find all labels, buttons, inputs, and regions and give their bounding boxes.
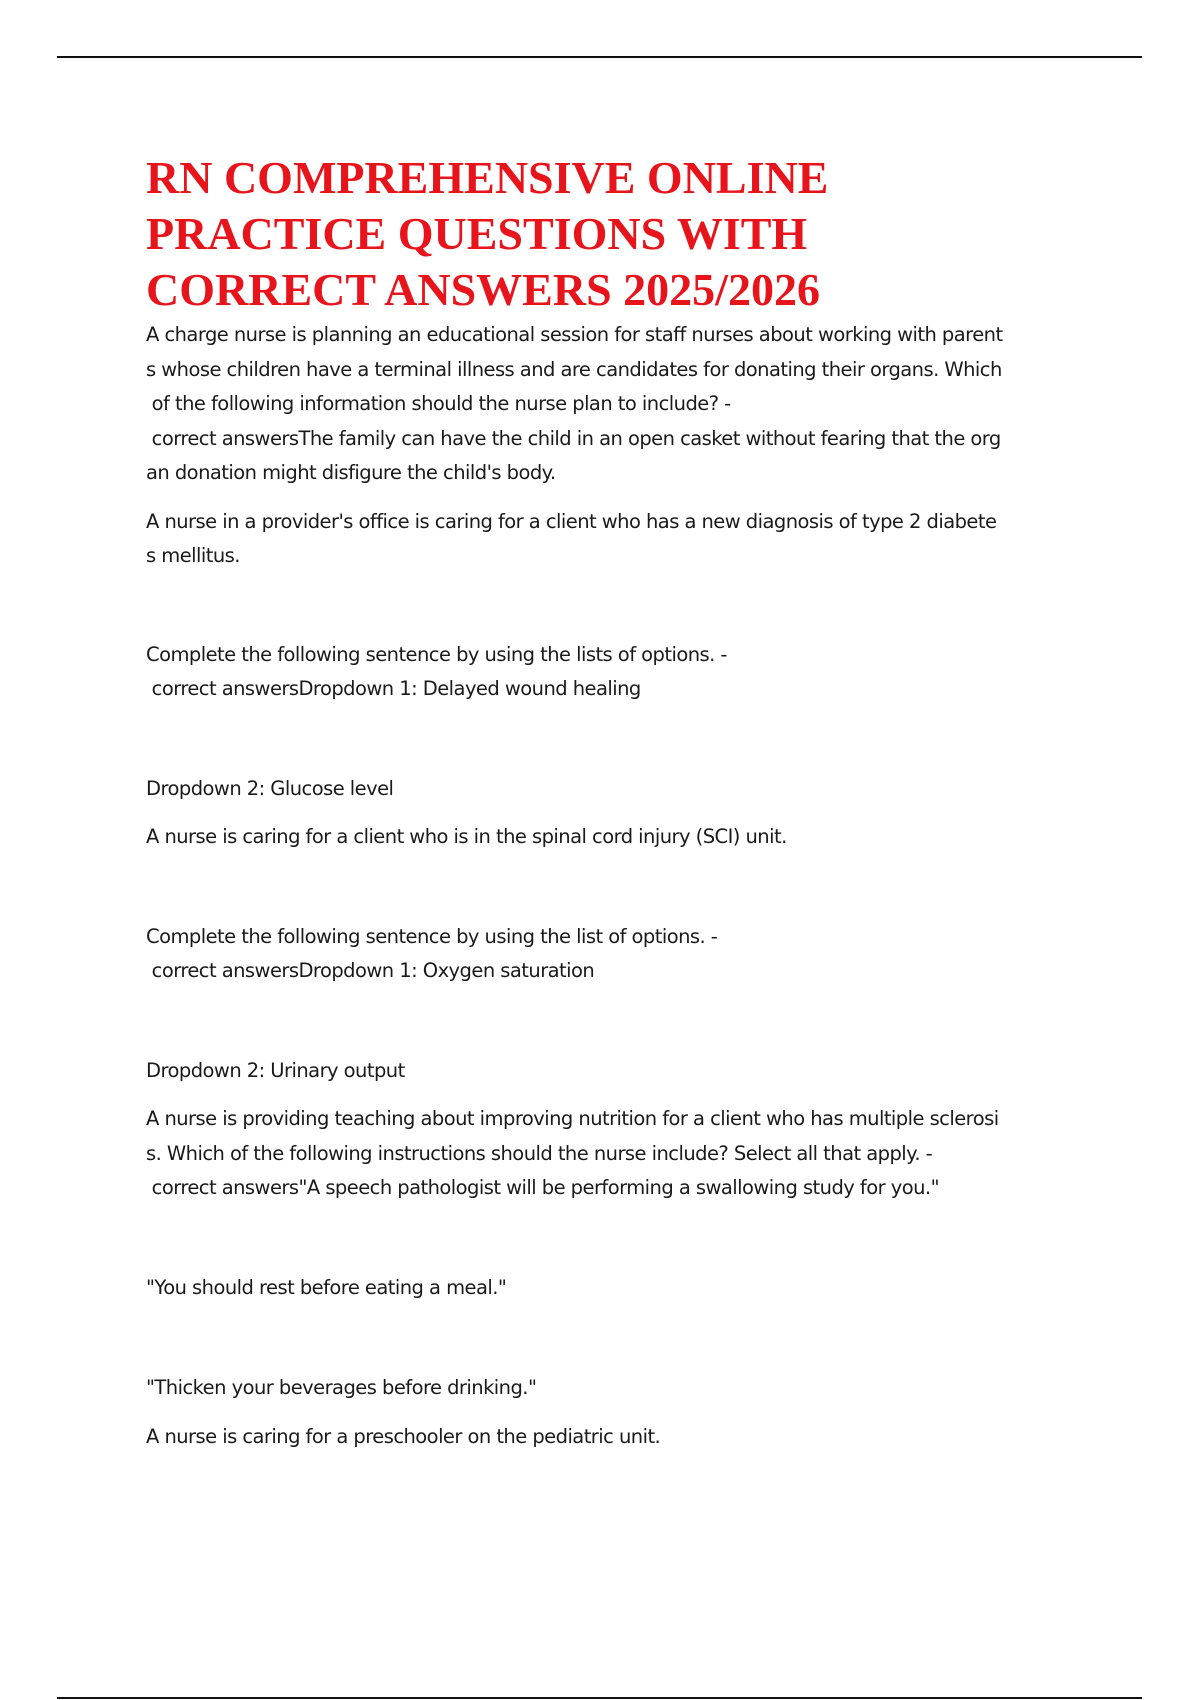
- text-line: correct answersThe family can have the child in an open casket without fearing that the org: [146, 426, 1001, 450]
- question-block: [146, 318, 1066, 491]
- question-block: [146, 1102, 1066, 1206]
- text-line: A nurse in a provider's office is caring for a client who has a new diagnosis of type 2 diabete: [146, 509, 997, 533]
- title-line: PRACTICE QUESTIONS WITH: [146, 208, 808, 259]
- answer-line: [146, 772, 1066, 807]
- answer-line: [146, 1371, 1066, 1406]
- text-line: s. Which of the following instructions should the nurse include? Select all that apply. -: [146, 1141, 933, 1165]
- text-line: A nurse is caring for a client who is in the spinal cord injury (SCI) unit.: [146, 825, 787, 848]
- question-block: [146, 920, 1066, 989]
- text-line: A nurse is caring for a preschooler on the pediatric unit.: [146, 1424, 661, 1448]
- title-line: CORRECT ANSWERS 2025/2026: [146, 264, 820, 315]
- text-line: correct answers"A speech pathologist will be performing a swallowing study for you.": [146, 1176, 939, 1199]
- question-block: [146, 505, 1066, 574]
- footer-rule: [57, 1697, 1142, 1699]
- text-line: A nurse is providing teaching about improving nutrition for a client who has multiple sclerosi: [146, 1107, 999, 1130]
- text-line: s whose children have a terminal illness and are candidates for donating their organs. Which: [146, 357, 1002, 381]
- text-line: Complete the following sentence by using the lists of options. -: [146, 642, 727, 666]
- text-line: of the following information should the nurse plan to include? -: [146, 392, 731, 415]
- text-line: A charge nurse is planning an educational session for staff nurses about working with parent: [146, 323, 1003, 346]
- text-line: s mellitus.: [146, 544, 240, 567]
- answer-line: [146, 1054, 1066, 1089]
- question-block: [146, 820, 1066, 855]
- text-line: correct answersDropdown 1: Oxygen saturation: [146, 959, 595, 982]
- answer-line: [146, 1271, 1066, 1306]
- question-block: [146, 638, 1066, 707]
- text-line: "You should rest before eating a meal.": [146, 1275, 507, 1299]
- document-body: [146, 150, 1066, 1454]
- header-rule: [57, 56, 1142, 58]
- text-line: Dropdown 2: Glucose level: [146, 776, 394, 800]
- title-line: RN COMPREHENSIVE ONLINE: [146, 152, 829, 203]
- document-title: [146, 150, 1066, 318]
- text-line: an donation might disfigure the child's body.: [146, 461, 556, 484]
- text-line: "Thicken your beverages before drinking.": [146, 1376, 537, 1399]
- text-line: Dropdown 2: Urinary output: [146, 1058, 405, 1082]
- text-line: correct answersDropdown 1: Delayed wound healing: [146, 677, 641, 700]
- text-line: Complete the following sentence by using the list of options. -: [146, 924, 718, 948]
- question-block: [146, 1420, 1066, 1455]
